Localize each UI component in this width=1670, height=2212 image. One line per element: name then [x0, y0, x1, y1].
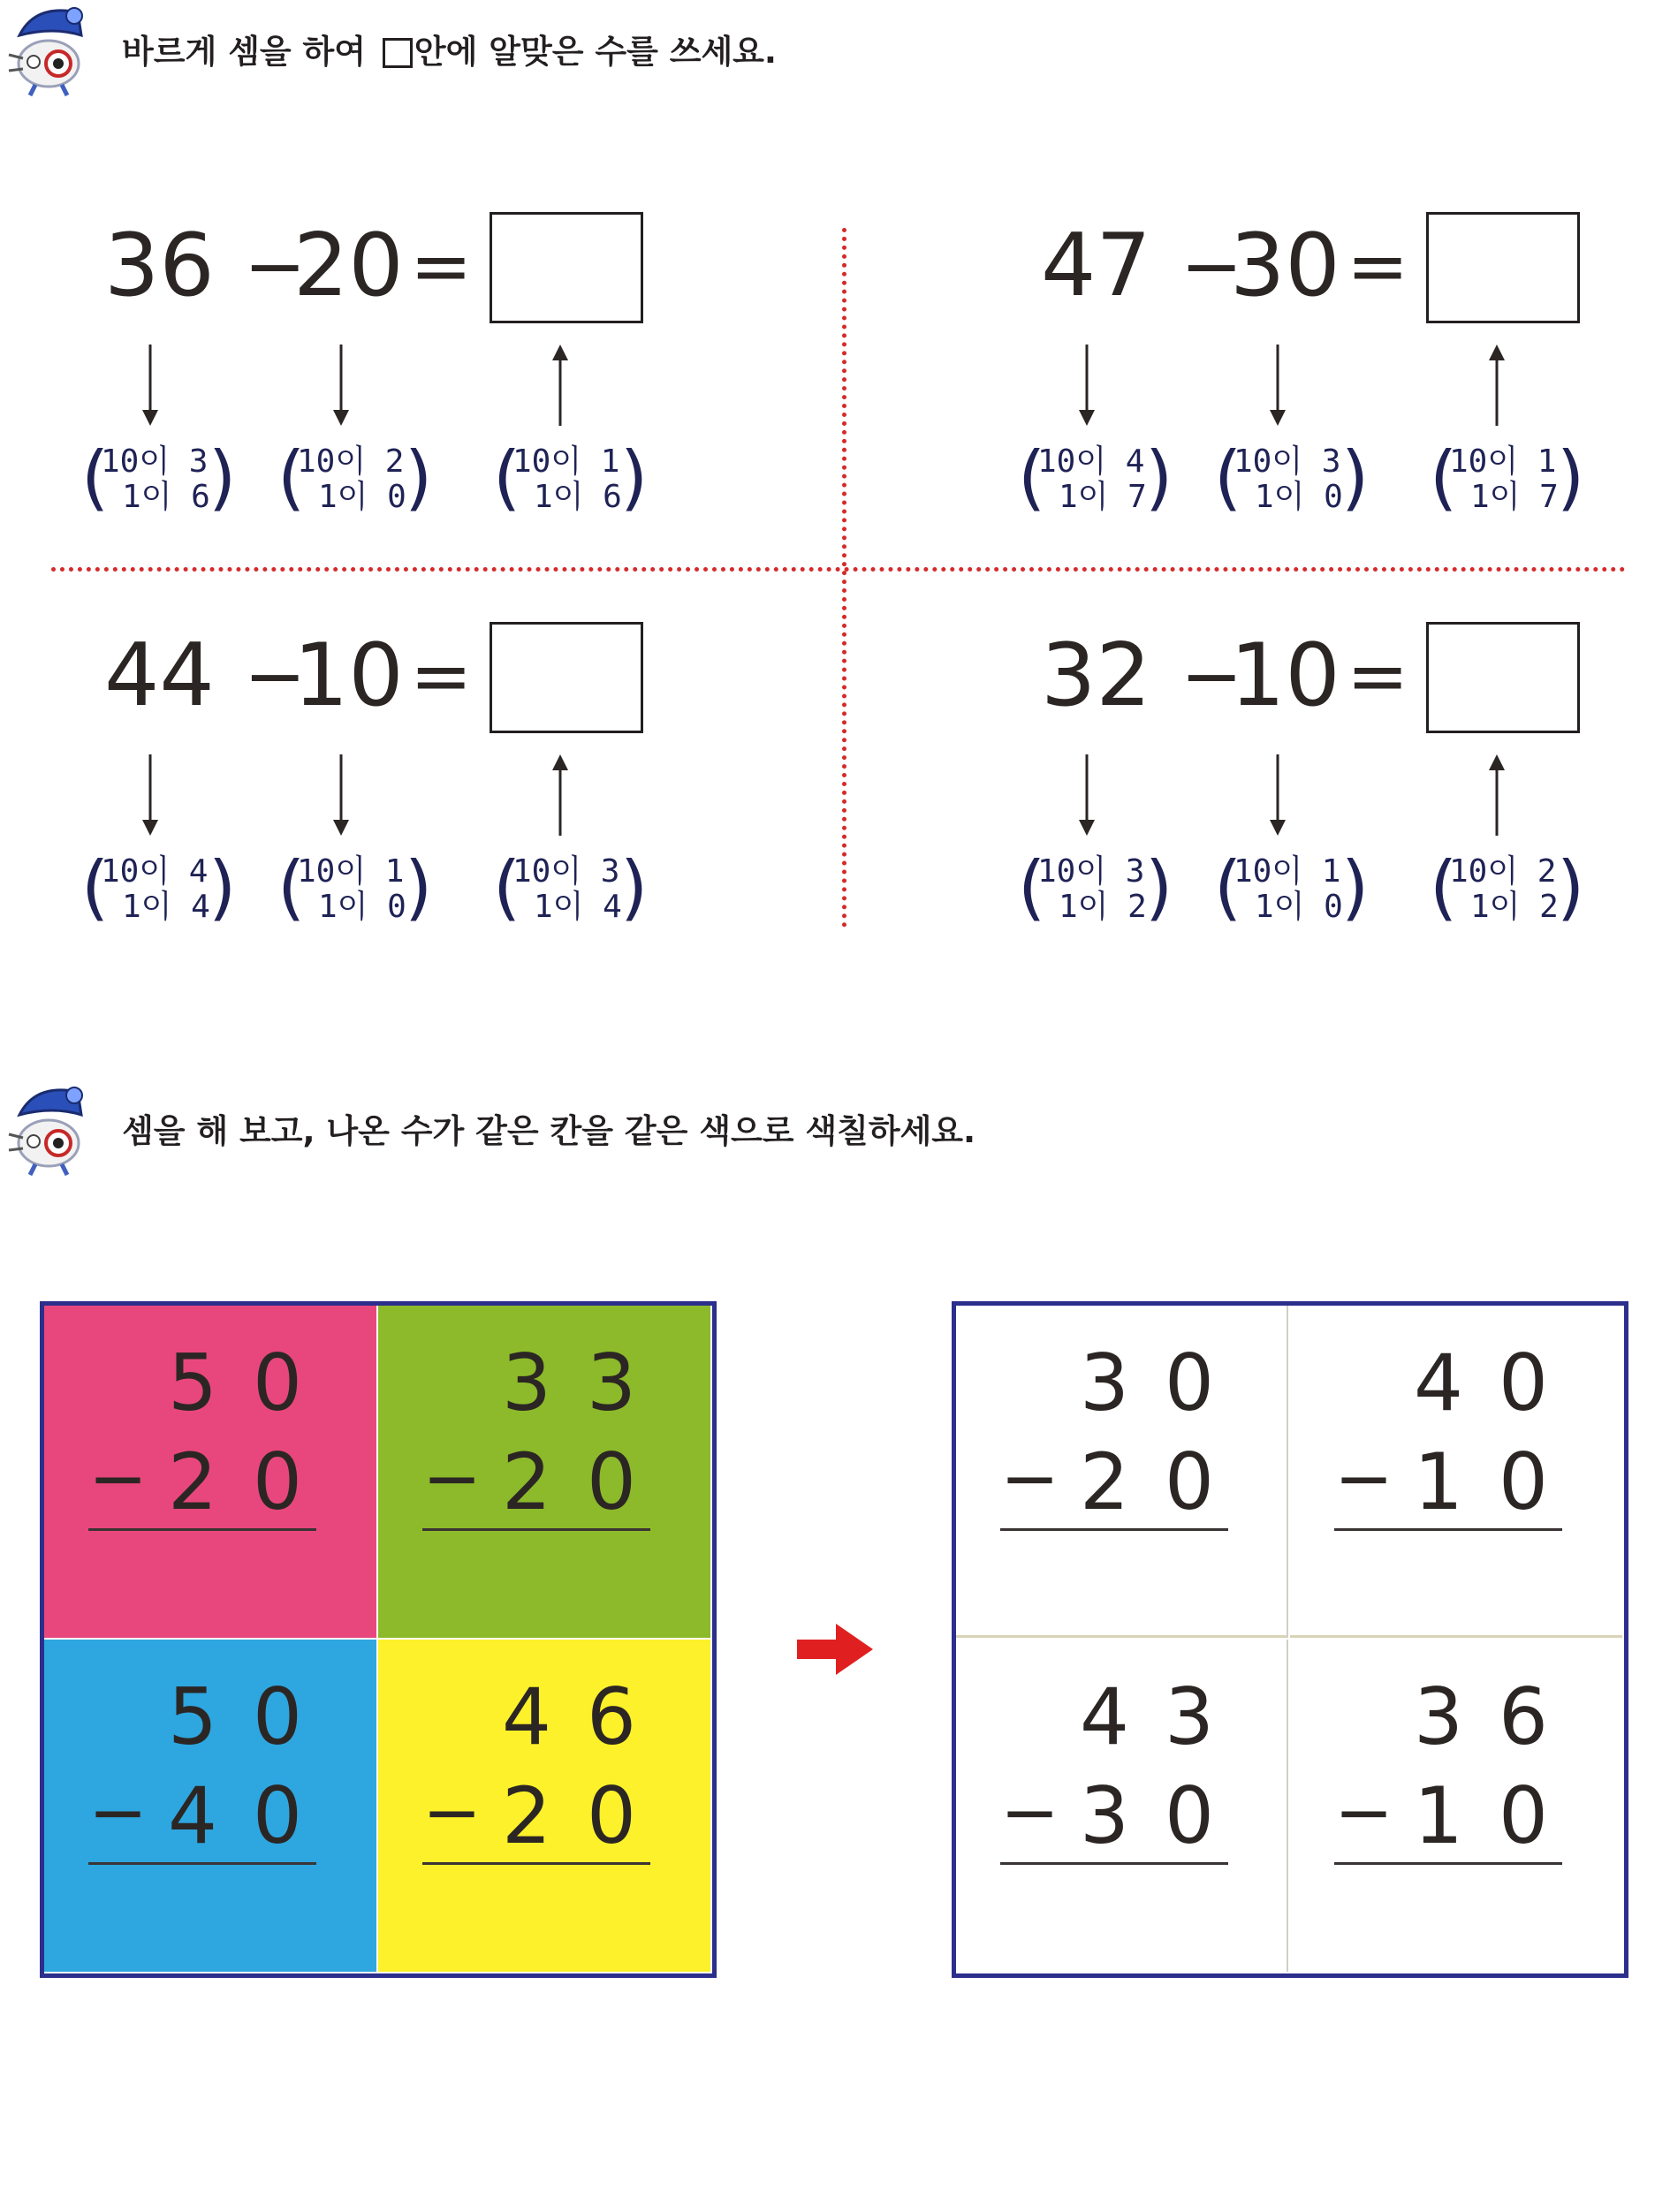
arrow-down-icon	[330, 754, 352, 836]
left-paren: (	[1430, 846, 1458, 928]
bottom-number: 10	[1414, 1770, 1583, 1861]
bottom-number: 20	[168, 1436, 338, 1527]
colored-grid	[40, 1301, 717, 1978]
arrow-up-icon	[1486, 754, 1507, 836]
hint-ones: 1이 0	[318, 889, 406, 925]
left-paren: (	[277, 846, 306, 928]
minus-sign: −	[88, 1437, 148, 1519]
instruction-text-1	[122, 25, 777, 72]
arrow-up-icon	[550, 754, 571, 836]
minus-sign: −	[1334, 1437, 1394, 1519]
arrow-down-icon	[1076, 754, 1097, 836]
hint-ones: 1이 0	[1255, 889, 1343, 925]
bottom-number: 10	[1414, 1436, 1583, 1527]
minuend: 44	[104, 625, 215, 726]
right-paren: )	[1145, 436, 1173, 519]
arrow-wrapper	[1486, 754, 1504, 839]
minuend: 47	[1041, 216, 1151, 316]
bottom-number: 20	[502, 1436, 672, 1527]
arrow-down-icon	[140, 754, 161, 836]
mascot-icon	[0, 1079, 97, 1177]
top-number: 50	[168, 1337, 338, 1428]
left-paren: (	[81, 436, 110, 519]
hint-ones: 1이 0	[1255, 479, 1343, 515]
right-paren: )	[1341, 436, 1370, 519]
left-paren: (	[1018, 436, 1046, 519]
hint-tens: 10이 3	[1037, 853, 1145, 890]
hint-ones: 1이 4	[534, 889, 622, 925]
blank-cell[interactable]	[956, 1640, 1288, 1972]
top-number: 30	[1080, 1337, 1249, 1428]
minus-sign: −	[88, 1771, 148, 1853]
colored-cell[interactable]	[44, 1640, 376, 1972]
top-number: 36	[1414, 1671, 1583, 1762]
top-number: 43	[1080, 1671, 1249, 1762]
place-value-hint	[1430, 436, 1585, 523]
problem-2	[1018, 212, 1636, 519]
place-value-hint	[1430, 846, 1585, 933]
answer-box-symbol	[383, 38, 413, 68]
instruction-row-2	[0, 1079, 1149, 1177]
underline	[88, 1862, 316, 1865]
place-value-hint	[1214, 846, 1370, 933]
answer-input-box[interactable]	[490, 622, 643, 733]
arrow-down-icon	[140, 345, 161, 426]
hint-tens: 10이 1	[297, 853, 405, 890]
right-paren: )	[209, 846, 237, 928]
arrow-down-icon	[1267, 345, 1288, 426]
hint-tens: 10이 4	[1037, 443, 1145, 480]
left-paren: (	[81, 846, 110, 928]
top-number: 50	[168, 1671, 338, 1762]
equals-sign: =	[1347, 223, 1409, 309]
left-paren: (	[493, 846, 521, 928]
instruction-text-part: 바르게 셈을 하여	[122, 33, 366, 71]
arrow-wrapper	[1486, 345, 1504, 429]
place-value-hint	[1214, 436, 1370, 523]
minus-sign: −	[1180, 633, 1243, 719]
hint-tens: 10이 1	[1449, 443, 1557, 480]
right-paren: )	[1145, 846, 1173, 928]
blank-cell[interactable]	[956, 1306, 1288, 1638]
equals-sign: =	[410, 223, 473, 309]
left-paren: (	[1214, 846, 1242, 928]
underline	[1000, 1862, 1228, 1865]
place-value-hint	[81, 436, 237, 523]
subtrahend: 10	[293, 625, 404, 726]
arrow-wrapper	[550, 345, 567, 429]
arrow-wrapper	[1267, 345, 1285, 429]
hint-ones: 1이 4	[122, 889, 210, 925]
hint-tens: 10이 2	[297, 443, 405, 480]
instruction-row-1	[0, 0, 1149, 97]
arrow-wrapper	[550, 754, 567, 839]
blank-cell[interactable]	[1290, 1640, 1622, 1972]
place-value-hint	[277, 846, 433, 933]
problem-4	[1018, 622, 1636, 928]
bottom-number: 30	[1080, 1770, 1249, 1861]
place-value-hint	[493, 436, 649, 523]
arrow-wrapper	[140, 754, 157, 839]
top-number: 46	[502, 1671, 672, 1762]
hint-tens: 10이 3	[512, 853, 620, 890]
minus-sign: −	[422, 1437, 482, 1519]
right-paren: )	[209, 436, 237, 519]
arrow-wrapper	[1076, 345, 1094, 429]
arrow-down-icon	[1076, 345, 1097, 426]
minus-sign: −	[422, 1771, 482, 1853]
left-paren: (	[1430, 436, 1458, 519]
place-value-hint	[1018, 436, 1173, 523]
right-paren: )	[1557, 846, 1585, 928]
hint-ones: 1이 6	[122, 479, 210, 515]
arrow-down-icon	[1267, 754, 1288, 836]
blank-cell[interactable]	[1290, 1306, 1622, 1638]
answer-input-box[interactable]	[1426, 622, 1580, 733]
mascot-icon	[0, 0, 97, 97]
hint-ones: 1이 7	[1470, 479, 1559, 515]
instruction-text-2: 셈을 해 보고, 나온 수가 같은 칸을 같은 색으로 색칠하세요.	[122, 1112, 976, 1150]
left-paren: (	[493, 436, 521, 519]
minuend: 32	[1041, 625, 1151, 726]
subtrahend: 30	[1230, 216, 1340, 316]
hint-ones: 1이 2	[1059, 889, 1147, 925]
right-paren: )	[405, 846, 433, 928]
subtrahend: 20	[293, 216, 404, 316]
blank-grid	[952, 1301, 1628, 1978]
minuend: 36	[104, 216, 215, 316]
right-paren: )	[620, 436, 649, 519]
hint-tens: 10이 2	[1449, 853, 1557, 890]
colored-cell[interactable]	[378, 1640, 710, 1972]
subtrahend: 10	[1230, 625, 1340, 726]
colored-cell[interactable]	[378, 1306, 710, 1638]
answer-input-box[interactable]	[490, 212, 643, 323]
underline	[88, 1528, 316, 1531]
arrow-down-icon	[330, 345, 352, 426]
instruction-text-part: 안에 알맞은 수를 쓰세요.	[414, 33, 777, 71]
minus-sign: −	[1180, 223, 1243, 309]
arrow-wrapper	[140, 345, 157, 429]
hint-tens: 10이 3	[1234, 443, 1341, 480]
answer-input-box[interactable]	[1426, 212, 1580, 323]
hint-ones: 1이 7	[1059, 479, 1147, 515]
arrow-up-icon	[1486, 345, 1507, 426]
place-value-hint	[277, 436, 433, 523]
top-number: 33	[502, 1337, 672, 1428]
problem-3	[81, 622, 700, 928]
minus-sign: −	[244, 223, 307, 309]
arrow-right-icon	[797, 1624, 873, 1675]
place-value-hint	[81, 846, 237, 933]
horizontal-divider	[51, 567, 1626, 572]
hint-tens: 10이 1	[512, 443, 620, 480]
hint-ones: 1이 0	[318, 479, 406, 515]
underline	[1334, 1528, 1562, 1531]
hint-tens: 10이 1	[1234, 853, 1341, 890]
left-paren: (	[277, 436, 306, 519]
hint-ones: 1이 6	[534, 479, 622, 515]
right-paren: )	[620, 846, 649, 928]
arrow-wrapper	[1267, 754, 1285, 839]
right-paren: )	[405, 436, 433, 519]
vertical-divider	[842, 228, 846, 928]
colored-cell[interactable]	[44, 1306, 376, 1638]
arrow-wrapper	[330, 345, 348, 429]
arrow-wrapper	[1076, 754, 1094, 839]
right-paren: )	[1557, 436, 1585, 519]
minus-sign: −	[1000, 1437, 1060, 1519]
underline	[1000, 1528, 1228, 1531]
arrow-up-icon	[550, 345, 571, 426]
hint-ones: 1이 2	[1470, 889, 1559, 925]
arrow-wrapper	[330, 754, 348, 839]
equals-sign: =	[1347, 633, 1409, 719]
left-paren: (	[1018, 846, 1046, 928]
problem-1	[81, 212, 700, 519]
top-number: 40	[1414, 1337, 1583, 1428]
place-value-hint	[1018, 846, 1173, 933]
hint-tens: 10이 4	[101, 853, 209, 890]
underline	[1334, 1862, 1562, 1865]
right-paren: )	[1341, 846, 1370, 928]
left-paren: (	[1214, 436, 1242, 519]
hint-tens: 10이 3	[101, 443, 209, 480]
bottom-number: 20	[502, 1770, 672, 1861]
minus-sign: −	[1000, 1771, 1060, 1853]
place-value-hint	[493, 846, 649, 933]
underline	[422, 1528, 650, 1531]
bottom-number: 40	[168, 1770, 338, 1861]
minus-sign: −	[244, 633, 307, 719]
minus-sign: −	[1334, 1771, 1394, 1853]
underline	[422, 1862, 650, 1865]
bottom-number: 20	[1080, 1436, 1249, 1527]
equals-sign: =	[410, 633, 473, 719]
